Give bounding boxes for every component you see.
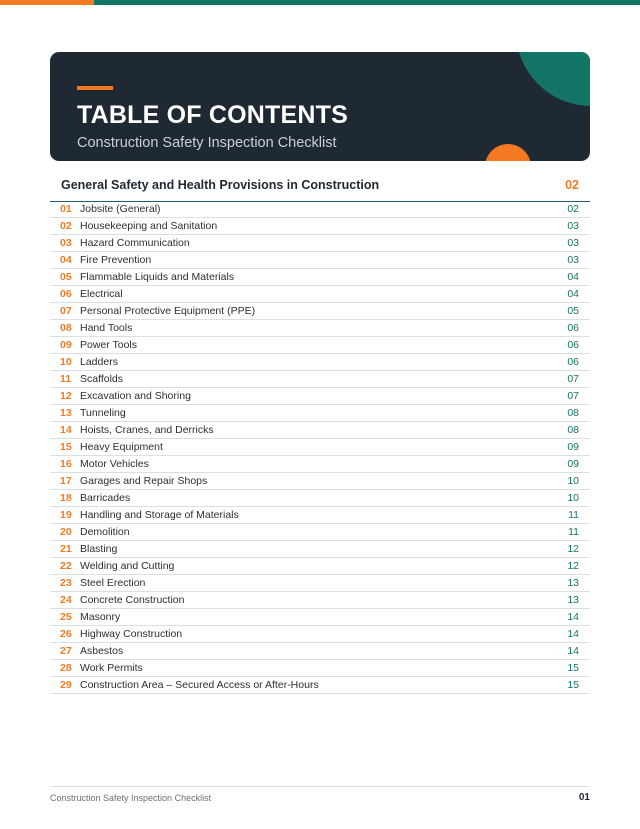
toc-entry-label: Garages and Repair Shops bbox=[80, 475, 208, 487]
toc-entry-page: 04 bbox=[567, 271, 579, 283]
toc-entry[interactable] bbox=[50, 286, 590, 303]
toc-entry-page: 04 bbox=[567, 288, 579, 300]
toc-entry-number: 27 bbox=[60, 645, 72, 657]
toc-entry-label: Demolition bbox=[80, 526, 130, 538]
toc-header-banner bbox=[50, 52, 590, 161]
toc-entry-page: 03 bbox=[567, 220, 579, 232]
toc-entry-label: Construction Area – Secured Access or After-Hours bbox=[80, 679, 319, 691]
toc-entry[interactable] bbox=[50, 626, 590, 643]
toc-entry-page: 07 bbox=[567, 373, 579, 385]
toc-entry-number: 07 bbox=[60, 305, 72, 317]
toc-entry-label: Hand Tools bbox=[80, 322, 133, 334]
toc-entry[interactable] bbox=[50, 252, 590, 269]
toc-entry-label: Asbestos bbox=[80, 645, 124, 657]
toc-entry-number: 13 bbox=[60, 407, 72, 419]
toc-entry[interactable] bbox=[50, 422, 590, 439]
toc-entry-label: Steel Erection bbox=[80, 577, 146, 589]
page-title: TABLE OF CONTENTS bbox=[77, 101, 348, 129]
toc-entry[interactable] bbox=[50, 558, 590, 575]
toc-entry-label: Scaffolds bbox=[80, 373, 123, 385]
toc-entry[interactable] bbox=[50, 609, 590, 626]
toc-entry-page: 10 bbox=[567, 492, 579, 504]
toc-entry-page: 15 bbox=[567, 662, 579, 674]
toc-entry-page: 08 bbox=[567, 424, 579, 436]
toc-entry-number: 15 bbox=[60, 441, 72, 453]
toc-entry-number: 02 bbox=[60, 220, 72, 232]
section-page-number: 02 bbox=[565, 178, 579, 192]
toc-entry-number: 29 bbox=[60, 679, 72, 691]
top-accent-bar bbox=[0, 0, 640, 5]
toc-entry-number: 24 bbox=[60, 594, 72, 606]
footer-page-number: 01 bbox=[578, 792, 590, 803]
toc-entry-page: 14 bbox=[567, 628, 579, 640]
title-accent-line bbox=[77, 86, 113, 90]
toc-entry-label: Heavy Equipment bbox=[80, 441, 163, 453]
toc-entry[interactable] bbox=[50, 473, 590, 490]
toc-entry-number: 20 bbox=[60, 526, 72, 538]
toc-entry[interactable] bbox=[50, 201, 590, 218]
toc-entry[interactable] bbox=[50, 643, 590, 660]
toc-entry[interactable] bbox=[50, 235, 590, 252]
toc-entry-label: Flammable Liquids and Materials bbox=[80, 271, 235, 283]
toc-entry[interactable] bbox=[50, 524, 590, 541]
toc-entry-label: Jobsite (General) bbox=[80, 203, 161, 215]
toc-entry-number: 17 bbox=[60, 475, 72, 487]
toc-entry-page: 03 bbox=[567, 254, 579, 266]
toc-entry-page: 02 bbox=[567, 203, 579, 215]
toc-entry[interactable] bbox=[50, 456, 590, 473]
toc-entry-page: 12 bbox=[567, 560, 579, 572]
toc-entry[interactable] bbox=[50, 507, 590, 524]
toc-entry-number: 19 bbox=[60, 509, 72, 521]
toc-entry-label: Power Tools bbox=[80, 339, 138, 351]
toc-entry-label: Barricades bbox=[80, 492, 131, 504]
toc-entry-page: 11 bbox=[568, 509, 579, 521]
toc-entry-label: Welding and Cutting bbox=[80, 560, 175, 572]
toc-entry-label: Hazard Communication bbox=[80, 237, 190, 249]
toc-entry-label: Electrical bbox=[80, 288, 123, 300]
toc-entry-label: Handling and Storage of Materials bbox=[80, 509, 239, 521]
toc-entry-label: Tunneling bbox=[80, 407, 126, 419]
decorative-teal-circle bbox=[516, 52, 590, 106]
toc-entry-number: 09 bbox=[60, 339, 72, 351]
toc-entry[interactable] bbox=[50, 218, 590, 235]
toc-entry-page: 06 bbox=[567, 356, 579, 368]
toc-entry[interactable] bbox=[50, 439, 590, 456]
page-footer bbox=[50, 786, 590, 803]
toc-entry-label: Work Permits bbox=[80, 662, 143, 674]
toc-entry-number: 04 bbox=[60, 254, 72, 266]
toc-entry-label: Motor Vehicles bbox=[80, 458, 149, 470]
toc-entry-number: 03 bbox=[60, 237, 72, 249]
top-bar-orange-segment bbox=[0, 0, 94, 5]
toc-entry[interactable] bbox=[50, 575, 590, 592]
toc-entry-page: 07 bbox=[567, 390, 579, 402]
toc-entry[interactable] bbox=[50, 660, 590, 677]
toc-entry[interactable] bbox=[50, 269, 590, 286]
toc-entry-label: Excavation and Shoring bbox=[80, 390, 191, 402]
toc-entry-page: 06 bbox=[567, 322, 579, 334]
toc-entry-number: 12 bbox=[60, 390, 72, 402]
toc-entry-number: 08 bbox=[60, 322, 72, 334]
toc-entry[interactable] bbox=[50, 541, 590, 558]
toc-entry-page: 15 bbox=[567, 679, 579, 691]
toc-entry-label: Masonry bbox=[80, 611, 121, 623]
top-bar-teal-segment bbox=[94, 0, 640, 5]
toc-entry-page: 13 bbox=[567, 594, 579, 606]
toc-entry[interactable] bbox=[50, 405, 590, 422]
footer-document-title: Construction Safety Inspection Checklist bbox=[50, 793, 212, 803]
toc-entry-number: 05 bbox=[60, 271, 72, 283]
toc-entry-page: 03 bbox=[567, 237, 579, 249]
toc-entry-label: Personal Protective Equipment (PPE) bbox=[80, 305, 256, 317]
toc-entry-page: 05 bbox=[567, 305, 579, 317]
toc-entry-page: 09 bbox=[567, 458, 579, 470]
toc-entry-page: 13 bbox=[567, 577, 579, 589]
toc-entry-number: 26 bbox=[60, 628, 72, 640]
toc-entry-number: 01 bbox=[60, 203, 72, 215]
toc-entry[interactable] bbox=[50, 337, 590, 354]
toc-entry-label: Concrete Construction bbox=[80, 594, 185, 606]
toc-entry-number: 18 bbox=[60, 492, 72, 504]
toc-entry-page: 12 bbox=[567, 543, 579, 555]
toc-entry-number: 14 bbox=[60, 424, 72, 436]
toc-entry-page: 10 bbox=[567, 475, 579, 487]
page-subtitle: Construction Safety Inspection Checklist bbox=[77, 135, 337, 151]
section-title: General Safety and Health Provisions in Construction bbox=[61, 178, 380, 192]
toc-entry-label: Fire Prevention bbox=[80, 254, 152, 266]
toc-entry-number: 11 bbox=[60, 373, 72, 385]
toc-entry[interactable] bbox=[50, 490, 590, 507]
toc-entry-page: 11 bbox=[568, 526, 579, 538]
toc-entry-label: Housekeeping and Sanitation bbox=[80, 220, 218, 232]
toc-entry-number: 25 bbox=[60, 611, 72, 623]
toc-entry-number: 16 bbox=[60, 458, 72, 470]
toc-entry-page: 14 bbox=[567, 645, 579, 657]
toc-entry-number: 23 bbox=[60, 577, 72, 589]
toc-entry-page: 09 bbox=[567, 441, 579, 453]
toc-entry-number: 22 bbox=[60, 560, 72, 572]
toc-entry-number: 21 bbox=[60, 543, 72, 555]
toc-entry-label: Ladders bbox=[80, 356, 118, 368]
toc-entry[interactable] bbox=[50, 592, 590, 609]
toc-entry-page: 06 bbox=[567, 339, 579, 351]
toc-entry[interactable] bbox=[50, 371, 590, 388]
toc-list bbox=[50, 201, 590, 694]
decorative-orange-circle bbox=[485, 144, 531, 161]
toc-entry-number: 06 bbox=[60, 288, 72, 300]
toc-entry[interactable] bbox=[50, 677, 590, 694]
toc-entry-label: Blasting bbox=[80, 543, 118, 555]
toc-entry-page: 08 bbox=[567, 407, 579, 419]
toc-entry-number: 10 bbox=[60, 356, 72, 368]
toc-entry-label: Highway Construction bbox=[80, 628, 183, 640]
toc-entry[interactable] bbox=[50, 354, 590, 371]
toc-entry[interactable] bbox=[50, 303, 590, 320]
toc-entry-label: Hoists, Cranes, and Derricks bbox=[80, 424, 214, 436]
toc-entry[interactable] bbox=[50, 388, 590, 405]
section-heading-row[interactable] bbox=[50, 169, 590, 202]
toc-entry[interactable] bbox=[50, 320, 590, 337]
toc-entry-page: 14 bbox=[567, 611, 579, 623]
toc-entry-number: 28 bbox=[60, 662, 72, 674]
